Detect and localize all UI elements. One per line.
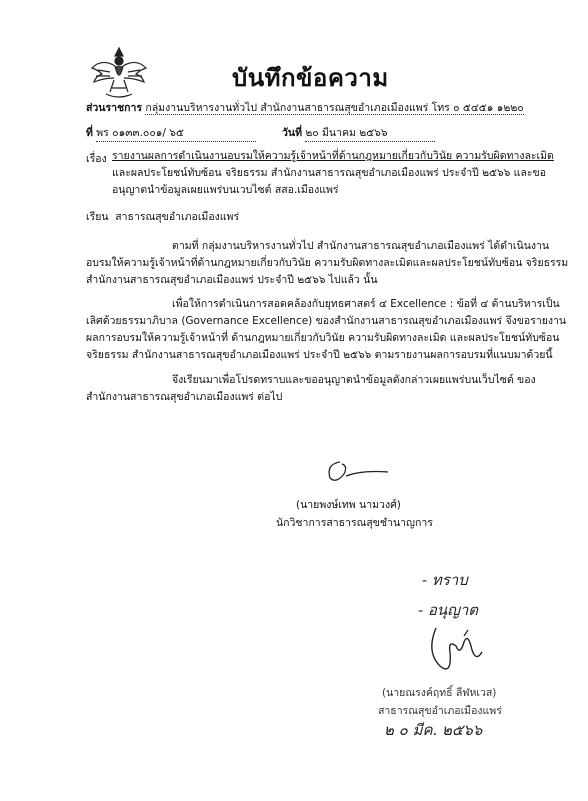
- para1-line-2: อบรมให้ความรู้เจ้าหน้าที่ด้านกฎหมายเกี่ยวกับวินัย ความรับผิดทางละเมิดและผลประโยชน์ทับซ้อน จริยธรรม: [86, 257, 569, 269]
- approval-note-acknowledged: - ทราบ: [422, 571, 468, 589]
- para2-line-1: เพื่อให้การดำเนินการสอดคล้องกับยุทธศาสตร์ ๔ Excellence : ข้อที่ ๔ ด้านบริหารเป็น: [172, 298, 560, 310]
- sender-position: นักวิชาการสาธารณสุขชำนาญการ: [276, 517, 433, 529]
- subject-line-1: รายงานผลการดำเนินงานอบรมให้ความรู้เจ้าหน้าที่ด้านกฎหมายเกี่ยวกับวินัย ความรับผิดทางละเมิด: [112, 150, 554, 162]
- reference-line: [86, 124, 256, 142]
- to-line: [86, 208, 239, 225]
- date-line: [282, 124, 435, 142]
- reference-label: ที่: [86, 127, 93, 139]
- subject-line-2: และผลประโยชน์ทับซ้อน จริยธรรม สำนักงานสาธารณสุขอำเภอเมืองแพร่ ประจำปี ๒๕๖๖ และขอ: [112, 167, 546, 179]
- department-label: ส่วนราชการ: [86, 102, 143, 114]
- department-value: กลุ่มงานบริหารงานทั่วไป สำนักงานสาธารณสุขอำเภอเมืองแพร่ โทร ๐ ๕๔๕๑ ๑๒๒๐: [145, 102, 524, 114]
- reference-value: พร ๐๑๓๓.๐๐๑/ ๖๕: [96, 124, 256, 142]
- para3-line-2: สำนักงานสาธารณสุขอำเภอเมืองแพร่ ต่อไป: [86, 391, 283, 403]
- para2-line-3: ผลการอบรมให้ความรู้เจ้าหน้าที่ ด้านกฎหมายเกี่ยวกับวินัย ความรับผิดทางละเมิด และผลประโยชน์ทับซ้อน: [86, 332, 560, 344]
- subject-line-3: อนุญาตนำข้อมูลเผยแพร่บนเวบไซต์ สสอ.เมืองแพร่: [112, 184, 339, 196]
- to-label: เรียน: [86, 211, 109, 223]
- garuda-emblem: [88, 44, 150, 100]
- date-label: วันที่: [282, 127, 302, 139]
- para2-line-4: จริยธรรม สำนักงานสาธารณสุขอำเภอเมืองแพร่ ประจำปี ๒๕๖๖ ตามรายงานผลการอบรมที่แนบมาด้วยนี้: [86, 349, 553, 361]
- approver-name: (นายณรงค์ฤทธิ์ ลีฬหเวส): [382, 687, 497, 699]
- approver-signature: [420, 622, 500, 684]
- date-value: ๒๐ มีนาคม ๒๕๖๖: [305, 124, 435, 142]
- para1-line-1: ตามที่ กลุ่มงานบริหารงานทั่วไป สำนักงานสาธารณสุขอำเภอเมืองแพร่ ได้ดำเนินงาน: [172, 240, 550, 252]
- para3-line-1: จึงเรียนมาเพื่อโปรดทราบและขออนุญาตนำข้อมูลดังกล่าวเผยแพร่บนเว็บไซต์ ของ: [172, 374, 536, 386]
- approval-date: ๒ ๐ มีค. ๒๕๖๖: [384, 721, 483, 739]
- sender-name: (นายพงษ์เทพ นามวงศ์): [296, 499, 401, 511]
- memo-title: บันทึกข้อความ: [232, 64, 389, 92]
- para2-line-2: เลิศด้วยธรรมาภิบาล (Governance Excellence) ของสำนักงานสาธารณสุขอำเภอเมืองแพร่ จึงขอรายงาน: [86, 315, 567, 327]
- para1-line-3: สำนักงานสาธารณสุขอำเภอเมืองแพร่ ประจำปี ๒๕๖๖ ไปแล้ว นั้น: [86, 274, 378, 286]
- subject-label: เรื่อง: [86, 153, 107, 165]
- sender-signature: [318, 452, 398, 492]
- approval-note-permitted: - อนุญาต: [418, 601, 479, 619]
- approver-position: สาธารณสุขอำเภอเมืองแพร่: [378, 705, 502, 717]
- department-line: [86, 99, 524, 116]
- to-value: สาธารณสุขอำเภอเมืองแพร่: [115, 211, 240, 223]
